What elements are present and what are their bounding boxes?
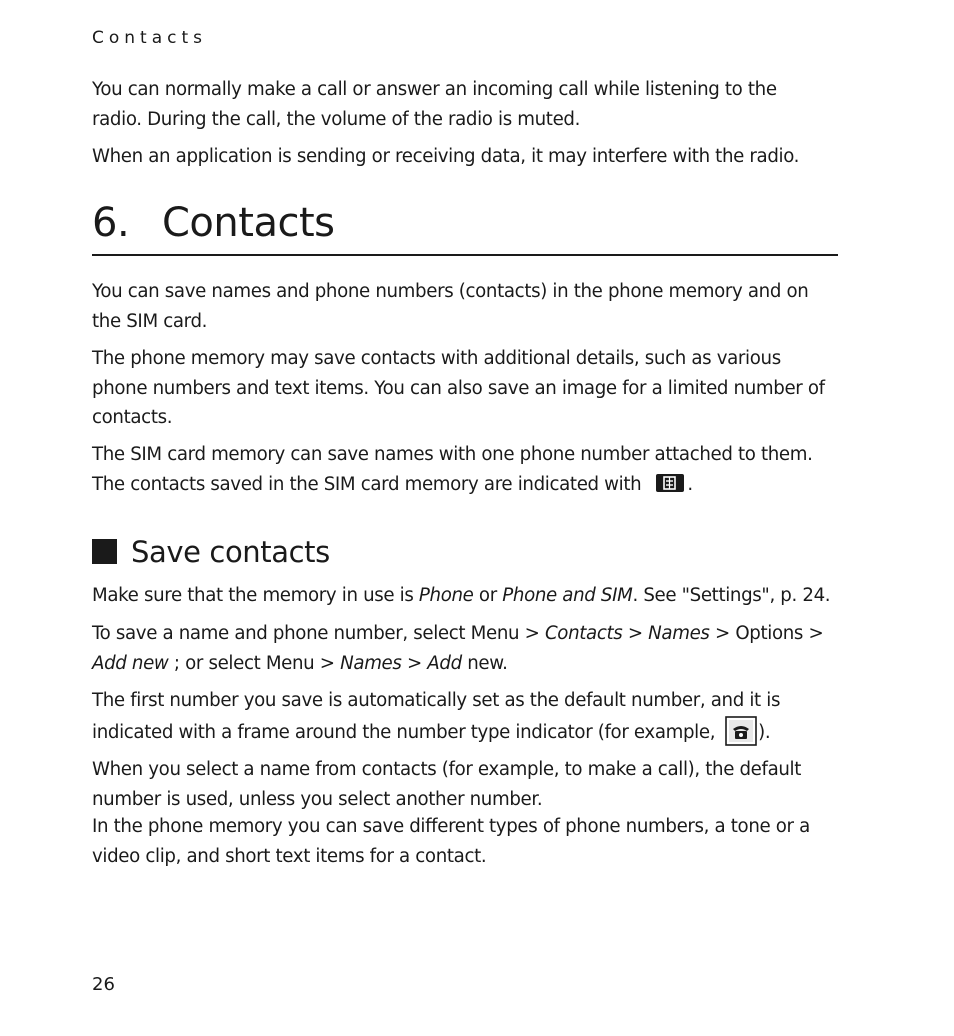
names-term: Names [340, 652, 402, 674]
text-line: When you select a name from contacts (for example, to make a call), the default [92, 759, 802, 780]
section-paragraph-1 [92, 581, 848, 611]
text-line [92, 619, 848, 649]
text-segment: . See "Settings", p. 24. [632, 585, 831, 606]
text-line: You can save names and phone numbers (contacts) in the phone memory and on [92, 281, 809, 302]
text-line: radio. During the call, the volume of the radio is muted. [92, 108, 581, 130]
separator: > [803, 623, 824, 644]
text-segment: indicated with a frame around the number type indicator (for example, [92, 721, 716, 743]
text-line [92, 470, 848, 503]
section-paragraph-4 [92, 812, 848, 871]
chapter-paragraph-2 [92, 344, 848, 433]
running-header: Contacts [92, 28, 207, 48]
text-segment: ; or select [168, 652, 266, 674]
separator: > [401, 652, 428, 674]
page-number: 26 [92, 974, 115, 995]
text-line: The first number you save is automatically set as the default number, and it is [92, 690, 781, 711]
text-segment: ). [758, 721, 771, 743]
intro-paragraph-1 [92, 75, 848, 134]
menu-term: Menu [470, 623, 520, 644]
text-line: the SIM card. [92, 310, 208, 332]
text-line: contacts. [92, 407, 173, 428]
sim-card-icon [655, 473, 685, 503]
chapter-number: 6. [92, 200, 130, 246]
section-paragraph-3 [92, 686, 848, 814]
menu-term: Menu [265, 652, 315, 674]
text-line [92, 581, 848, 611]
text-segment: The contacts saved in the SIM card memory are indicated with [92, 473, 642, 495]
text-line [92, 716, 848, 756]
text-line [92, 649, 848, 679]
text-line: The phone memory may save contacts with additional details, such as various [92, 348, 781, 369]
chapter-heading [92, 196, 838, 256]
separator: > [709, 623, 736, 644]
add-new-term: Add new [92, 652, 169, 674]
names-term: Names [648, 623, 710, 644]
text-line: number is used, unless you select another number. [92, 788, 543, 810]
contacts-term: Contacts [544, 623, 623, 644]
intro-paragraph-2 [92, 142, 848, 172]
chapter-title: Contacts [162, 200, 335, 246]
section-title: Save contacts [131, 535, 330, 569]
text-line: phone numbers and text items. You can also save an image for a limited number of [92, 377, 825, 399]
text-segment: Make sure that the memory in use is [92, 585, 419, 606]
heading-square-icon [92, 539, 117, 564]
text-line: video clip, and short text items for a contact. [92, 845, 487, 867]
separator: > [314, 652, 341, 674]
text-line: You can normally make a call or answer an incoming call while listening to the [92, 79, 777, 100]
options-term: Options [735, 623, 804, 644]
text-segment: new. [461, 652, 508, 674]
memory-phone-and-sim-term: Phone and SIM [502, 585, 633, 606]
separator: > [622, 623, 649, 644]
chapter-paragraph-3 [92, 440, 848, 502]
section-paragraph-2 [92, 619, 848, 678]
text-segment: To save a name and phone number, select [92, 623, 471, 644]
text-segment: . [687, 473, 693, 495]
memory-phone-term: Phone [418, 585, 474, 606]
telephone-icon [725, 716, 757, 756]
text-line: The SIM card memory can save names with one phone number attached to them. [92, 444, 813, 465]
text-segment: or [473, 585, 503, 606]
add-term: Add [427, 652, 462, 674]
separator: > [519, 623, 545, 644]
text-line: When an application is sending or receiving data, it may interfere with the radio. [92, 146, 800, 167]
chapter-paragraph-1 [92, 277, 848, 336]
section-heading [92, 532, 330, 572]
text-line: In the phone memory you can save different types of phone numbers, a tone or a [92, 816, 810, 837]
